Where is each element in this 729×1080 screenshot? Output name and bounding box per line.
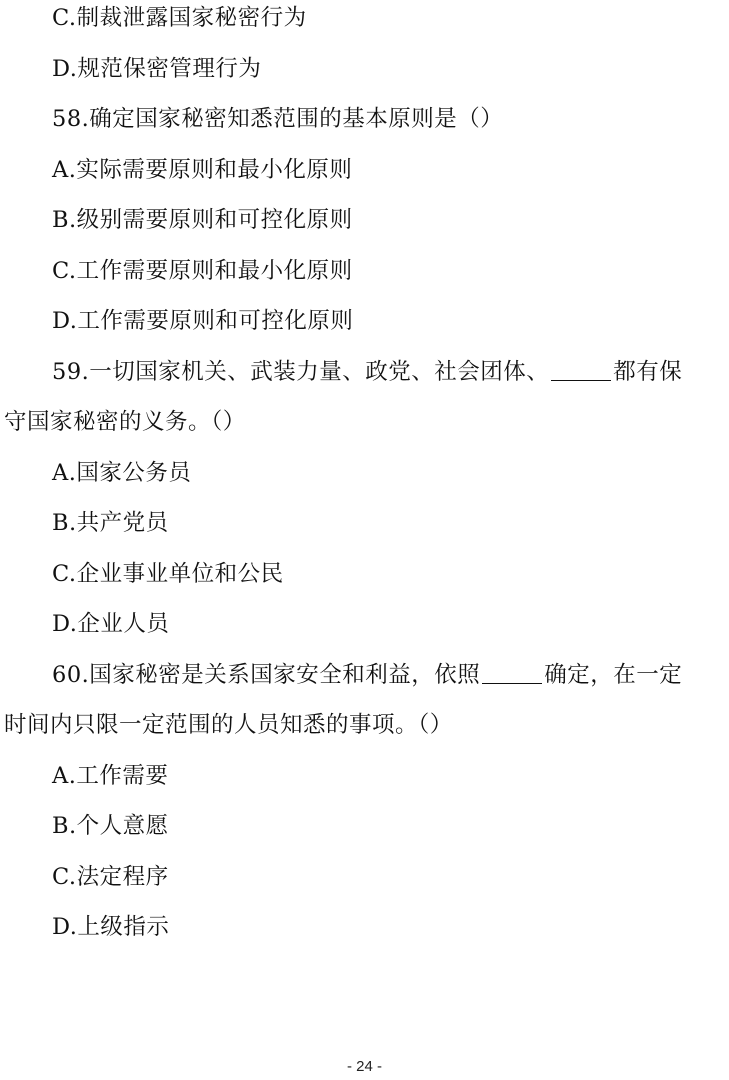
question-59-text-end: 都有保 [613,359,683,385]
question-60 [0,659,729,691]
option-d-60: D.上级指示 [52,914,170,940]
question-59-text-start: 59.一切国家机关、武装力量、政党、社会团体、 [52,359,550,385]
option-c-57: C.制裁泄露国家秘密行为 [52,5,307,31]
question-59-continuation: 守国家秘密的义务。（） [4,409,246,435]
question-58: 58.确定国家秘密知悉范围的基本原则是（） [52,106,504,132]
option-a-58: A.实际需要原则和最小化原则 [52,157,353,183]
option-c-60: C.法定程序 [52,864,169,890]
option-d-59: D.企业人员 [52,611,170,637]
fill-in-blank [482,661,542,684]
option-a-60: A.工作需要 [52,763,169,789]
option-a-59: A.国家公务员 [52,460,192,486]
question-60-continuation: 时间内只限一定范围的人员知悉的事项。（） [4,712,453,738]
option-b-60: B.个人意愿 [52,813,169,839]
page-number: - 24 - [346,1058,382,1075]
option-d-57: D.规范保密管理行为 [52,56,262,82]
option-b-59: B.共产党员 [52,510,169,536]
option-c-59: C.企业事业单位和公民 [52,561,284,587]
option-c-58: C.工作需要原则和最小化原则 [52,258,353,284]
question-60-text-end: 确定，在一定 [544,662,683,688]
question-60-text-start: 60.国家秘密是关系国家安全和利益，依照 [52,662,481,688]
question-59 [0,356,729,388]
fill-in-blank [551,358,611,381]
option-d-58: D.工作需要原则和可控化原则 [52,308,354,334]
option-b-58: B.级别需要原则和可控化原则 [52,207,353,233]
